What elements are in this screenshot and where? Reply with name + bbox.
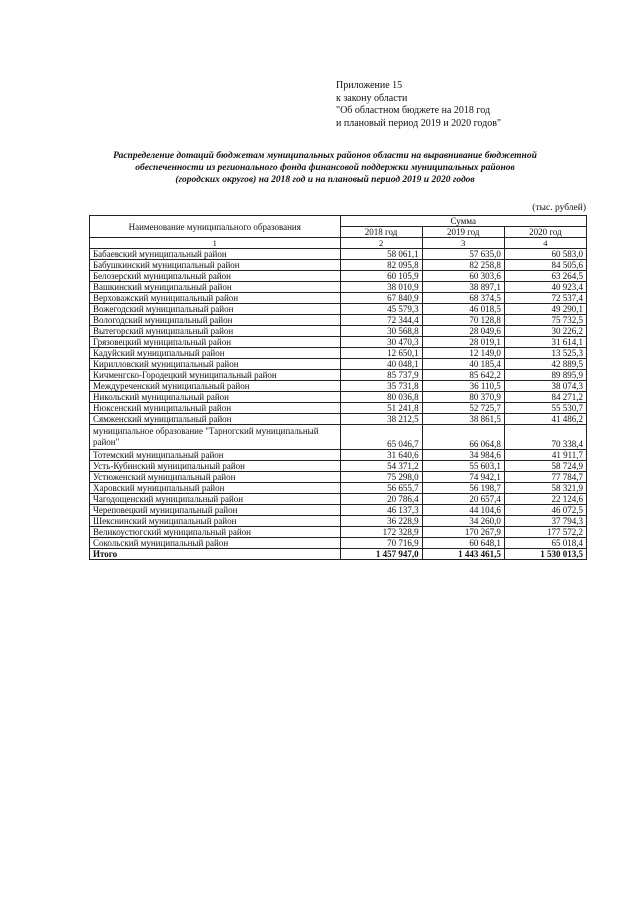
district-name: Бабаевский муниципальный район xyxy=(90,249,341,260)
value-2020: 22 124,6 xyxy=(504,494,586,505)
value-2019: 38 897,1 xyxy=(422,282,504,293)
header-year: 2020 год xyxy=(504,227,586,238)
title-line: (городских округов) на 2018 год и на плановый период 2019 и 2020 годов xyxy=(175,175,475,185)
value-2020: 31 614,1 xyxy=(504,337,586,348)
value-2019: 34 984,6 xyxy=(422,450,504,461)
district-name: Белозерский муниципальный район xyxy=(90,271,341,282)
value-2018: 31 640,6 xyxy=(340,450,422,461)
value-2018: 46 137,3 xyxy=(340,505,422,516)
value-2018: 38 212,5 xyxy=(340,414,422,425)
table-row xyxy=(90,472,587,483)
value-2019: 82 258,8 xyxy=(422,260,504,271)
district-name: Сямженский муниципальный район xyxy=(90,414,341,425)
district-name: Нюксенский муниципальный район xyxy=(90,403,341,414)
value-2020: 58 724,9 xyxy=(504,461,586,472)
header-sum: Сумма xyxy=(340,216,587,227)
value-2019: 12 149,0 xyxy=(422,348,504,359)
value-2019: 85 642,2 xyxy=(422,370,504,381)
value-2020: 41 486,2 xyxy=(504,414,586,425)
table-row xyxy=(90,293,587,304)
value-2019: 36 110,5 xyxy=(422,381,504,392)
table-row xyxy=(90,527,587,538)
district-name: Устюженский муниципальный район xyxy=(90,472,341,483)
value-2020: 37 794,3 xyxy=(504,516,586,527)
title-line: обеспеченности из регионального фонда финансовой поддержки муниципальных районов xyxy=(135,163,515,173)
table-row xyxy=(90,304,587,315)
table-row xyxy=(90,249,587,260)
document-title xyxy=(80,150,570,186)
value-2018: 85 737,9 xyxy=(340,370,422,381)
value-2019: 74 942,1 xyxy=(422,472,504,483)
district-name: муниципальное образование "Тарногский муниципальный район" xyxy=(90,425,341,450)
table-row xyxy=(90,260,587,271)
table-row xyxy=(90,381,587,392)
value-2019: 55 603,1 xyxy=(422,461,504,472)
annex-line: "Об областном бюджете на 2018 год xyxy=(336,105,491,116)
table-row xyxy=(90,337,587,348)
column-index: 2 xyxy=(340,238,422,249)
value-2020: 13 525,3 xyxy=(504,348,586,359)
district-name: Верховажский муниципальный район xyxy=(90,293,341,304)
table-row xyxy=(90,461,587,472)
value-2018: 80 036,8 xyxy=(340,392,422,403)
table-row xyxy=(90,359,587,370)
table-row xyxy=(90,392,587,403)
value-2019: 44 104,6 xyxy=(422,505,504,516)
value-2018: 172 328,9 xyxy=(340,527,422,538)
district-name: Кирилловский муниципальный район xyxy=(90,359,341,370)
district-name: Тотемский муниципальный район xyxy=(90,450,341,461)
district-name: Усть-Кубинский муниципальный район xyxy=(90,461,341,472)
value-2019: 57 635,0 xyxy=(422,249,504,260)
district-name: Вашкинский муниципальный район xyxy=(90,282,341,293)
value-2018: 35 731,8 xyxy=(340,381,422,392)
district-name: Междуреченский муниципальный район xyxy=(90,381,341,392)
value-2020: 42 889,5 xyxy=(504,359,586,370)
value-2018: 56 655,7 xyxy=(340,483,422,494)
value-2019: 52 725,7 xyxy=(422,403,504,414)
district-name: Кичменгско-Городецкий муниципальный район xyxy=(90,370,341,381)
district-name: Грязовецкий муниципальный район xyxy=(90,337,341,348)
value-2020: 46 072,5 xyxy=(504,505,586,516)
district-name: Вожегодский муниципальный район xyxy=(90,304,341,315)
value-2018: 40 048,1 xyxy=(340,359,422,370)
value-2020: 30 226,2 xyxy=(504,326,586,337)
value-2020: 60 583,0 xyxy=(504,249,586,260)
value-2019: 80 370,9 xyxy=(422,392,504,403)
district-name: Шекснинский муниципальный район xyxy=(90,516,341,527)
value-2020: 84 505,6 xyxy=(504,260,586,271)
unit-label: (тыс. рублей) xyxy=(532,203,586,213)
table-row xyxy=(90,414,587,425)
value-2020: 84 271,2 xyxy=(504,392,586,403)
table-row xyxy=(90,538,587,549)
district-name: Бабушкинский муниципальный район xyxy=(90,260,341,271)
value-2020: 89 895,9 xyxy=(504,370,586,381)
table-row xyxy=(90,483,587,494)
value-2019: 28 049,6 xyxy=(422,326,504,337)
value-2018: 20 786,4 xyxy=(340,494,422,505)
value-2020: 49 290,1 xyxy=(504,304,586,315)
value-2019: 46 018,5 xyxy=(422,304,504,315)
table-row xyxy=(90,450,587,461)
value-2019: 60 303,6 xyxy=(422,271,504,282)
table-row xyxy=(90,425,587,450)
title-line: Распределение дотаций бюджетам муниципальных районов области на выравнивание бюджетной xyxy=(113,151,537,161)
value-2020: 70 338,4 xyxy=(504,425,586,450)
value-2018: 45 579,3 xyxy=(340,304,422,315)
district-name: Череповецкий муниципальный район xyxy=(90,505,341,516)
value-2018: 38 010,9 xyxy=(340,282,422,293)
value-2019: 28 019,1 xyxy=(422,337,504,348)
value-2020: 72 537,4 xyxy=(504,293,586,304)
value-2019: 68 374,5 xyxy=(422,293,504,304)
district-name: Великоустюгский муниципальный район xyxy=(90,527,341,538)
value-2020: 63 264,5 xyxy=(504,271,586,282)
annex-line: и плановый период 2019 и 2020 годов" xyxy=(336,117,502,129)
value-2020: 41 911,7 xyxy=(504,450,586,461)
table-row xyxy=(90,348,587,359)
value-2019: 38 861,5 xyxy=(422,414,504,425)
value-2019: 34 260,0 xyxy=(422,516,504,527)
value-2018: 70 716,9 xyxy=(340,538,422,549)
district-name: Харовский муниципальный район xyxy=(90,483,341,494)
total-2020: 1 530 013,5 xyxy=(504,549,586,560)
total-row xyxy=(90,549,587,560)
header-year: 2019 год xyxy=(422,227,504,238)
value-2018: 12 650,1 xyxy=(340,348,422,359)
value-2020: 177 572,2 xyxy=(504,527,586,538)
total-2018: 1 457 947,0 xyxy=(340,549,422,560)
value-2018: 82 095,8 xyxy=(340,260,422,271)
subsidy-table xyxy=(89,215,587,560)
column-index: 3 xyxy=(422,238,504,249)
table-row xyxy=(90,282,587,293)
annex-line: к закону области xyxy=(336,92,408,104)
value-2019: 60 648,1 xyxy=(422,538,504,549)
table-row xyxy=(90,271,587,282)
value-2018: 30 470,3 xyxy=(340,337,422,348)
value-2019: 66 064,8 xyxy=(422,425,504,450)
value-2019: 170 267,9 xyxy=(422,527,504,538)
total-label: Итого xyxy=(90,549,341,560)
value-2020: 58 321,9 xyxy=(504,483,586,494)
table-body xyxy=(90,249,587,549)
table-row xyxy=(90,403,587,414)
column-index: 1 xyxy=(90,238,341,249)
column-index: 4 xyxy=(504,238,586,249)
annex-block xyxy=(336,80,576,130)
value-2019: 56 198,7 xyxy=(422,483,504,494)
value-2019: 20 657,4 xyxy=(422,494,504,505)
table-row xyxy=(90,370,587,381)
district-name: Никольский муниципальный район xyxy=(90,392,341,403)
annex-line: Приложение 15 xyxy=(336,80,403,91)
table-row xyxy=(90,494,587,505)
table-row xyxy=(90,516,587,527)
value-2020: 38 074,3 xyxy=(504,381,586,392)
value-2018: 60 105,9 xyxy=(340,271,422,282)
value-2020: 75 732,5 xyxy=(504,315,586,326)
value-2020: 65 018,4 xyxy=(504,538,586,549)
value-2018: 30 568,8 xyxy=(340,326,422,337)
value-2018: 72 344,4 xyxy=(340,315,422,326)
value-2020: 40 923,4 xyxy=(504,282,586,293)
table-row xyxy=(90,326,587,337)
table-row xyxy=(90,505,587,516)
value-2020: 55 530,7 xyxy=(504,403,586,414)
value-2018: 75 298,0 xyxy=(340,472,422,483)
value-2018: 58 061,1 xyxy=(340,249,422,260)
value-2018: 36 228,9 xyxy=(340,516,422,527)
value-2018: 51 241,8 xyxy=(340,403,422,414)
total-2019: 1 443 461,5 xyxy=(422,549,504,560)
header-name: Наименование муниципального образования xyxy=(90,216,341,238)
value-2019: 70 128,8 xyxy=(422,315,504,326)
value-2018: 65 046,7 xyxy=(340,425,422,450)
table-row xyxy=(90,315,587,326)
value-2018: 54 371,2 xyxy=(340,461,422,472)
district-name: Кадуйский муниципальный район xyxy=(90,348,341,359)
district-name: Чагодощенский муниципальный район xyxy=(90,494,341,505)
header-year: 2018 год xyxy=(340,227,422,238)
district-name: Сокольский муниципальный район xyxy=(90,538,341,549)
district-name: Вологодский муниципальный район xyxy=(90,315,341,326)
value-2018: 67 840,9 xyxy=(340,293,422,304)
value-2020: 77 784,7 xyxy=(504,472,586,483)
district-name: Вытегорский муниципальный район xyxy=(90,326,341,337)
value-2019: 40 185,4 xyxy=(422,359,504,370)
